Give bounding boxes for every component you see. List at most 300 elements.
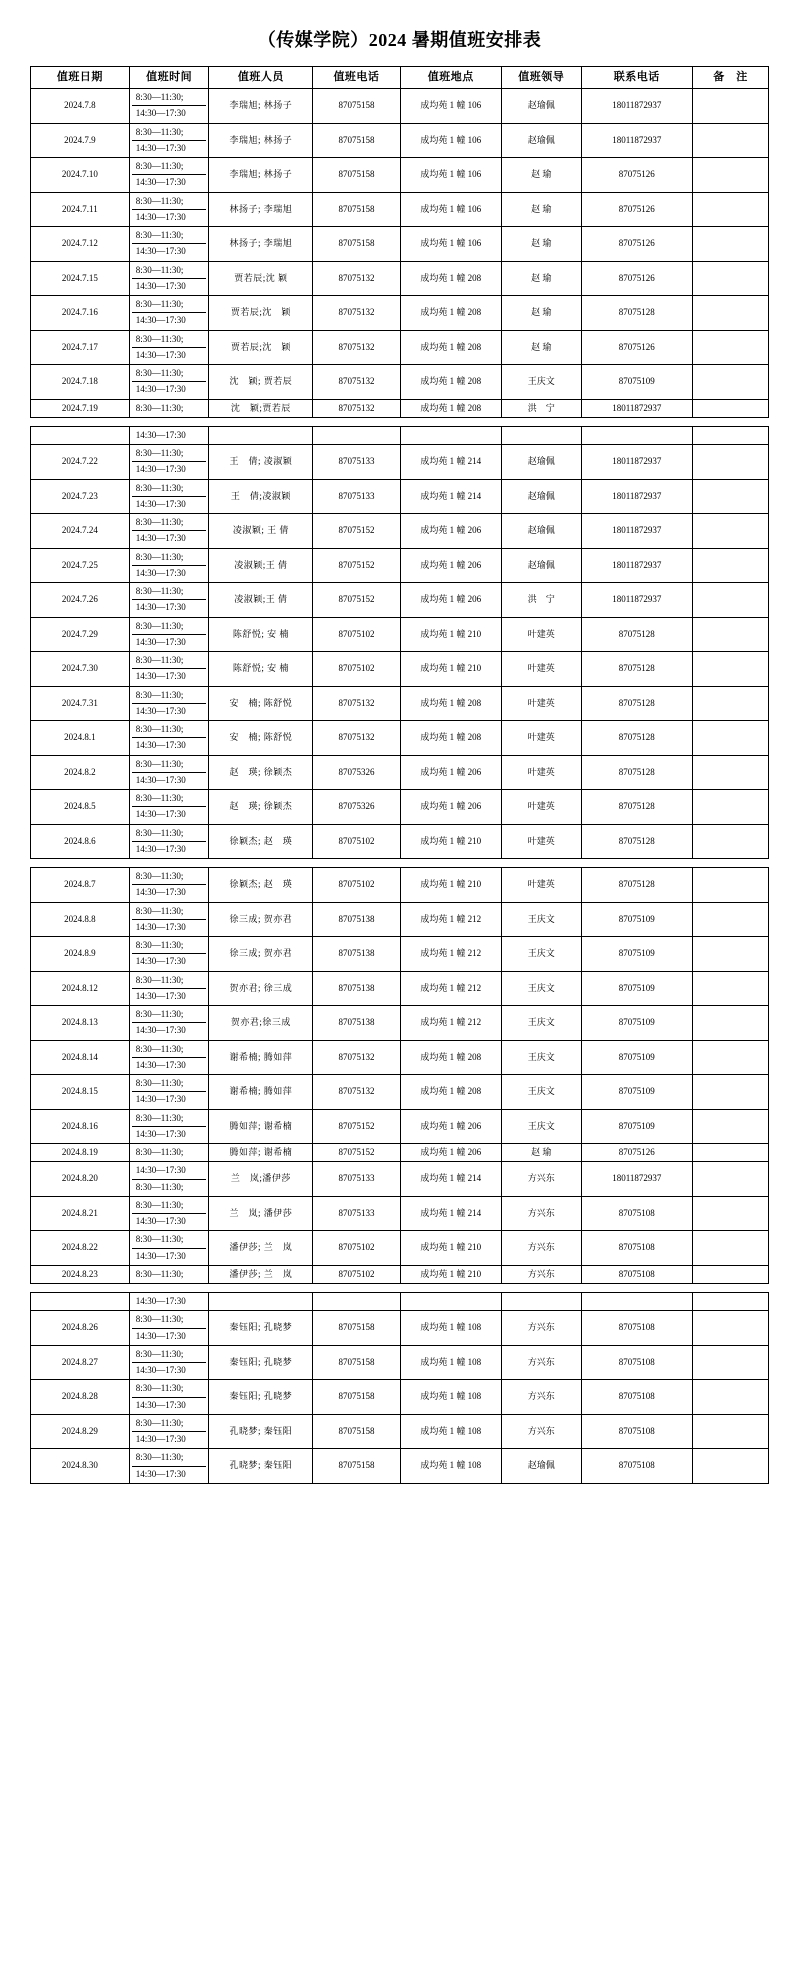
cell-duty-place: 成均苑 1 幢 106: [400, 89, 501, 124]
cell-note: [693, 617, 769, 652]
table-row: [31, 1006, 769, 1041]
cell-duty-phone: 87075133: [313, 1162, 400, 1197]
cell-duty-place: 成均苑 1 幢 106: [400, 123, 501, 158]
cell-duty-person: 王 倩;凌淑颖: [209, 479, 313, 514]
cell-contact-phone: 18011872937: [581, 123, 692, 158]
duty-time-line: 8:30—11:30;: [132, 263, 207, 279]
cell-duty-place: 成均苑 1 幢 206: [400, 548, 501, 583]
cell-duty-place: 成均苑 1 幢 212: [400, 937, 501, 972]
cell-duty-time: [129, 548, 209, 583]
cell-duty-person: 贺亦君;徐三成: [209, 1006, 313, 1041]
cell-duty-date: 2024.8.2: [31, 755, 130, 790]
cell-duty-time: [129, 514, 209, 549]
cell-duty-phone: [313, 1293, 400, 1311]
table-row: [31, 1265, 769, 1283]
cell-contact-phone: 87075108: [581, 1196, 692, 1231]
column-header-leader: 值班领导: [501, 67, 581, 89]
cell-duty-date: 2024.8.14: [31, 1040, 130, 1075]
cell-duty-date: 2024.7.9: [31, 123, 130, 158]
cell-contact-phone: 87075108: [581, 1449, 692, 1484]
cell-duty-date: 2024.8.15: [31, 1075, 130, 1110]
cell-note: [693, 1380, 769, 1415]
cell-duty-time: [129, 1196, 209, 1231]
cell-note: [693, 790, 769, 825]
duty-time-line: 8:30—11:30;: [132, 904, 207, 920]
cell-duty-time: [129, 790, 209, 825]
cell-duty-date: 2024.7.8: [31, 89, 130, 124]
cell-duty-place: 成均苑 1 幢 206: [400, 790, 501, 825]
duty-time-line: 8:30—11:30;: [132, 653, 207, 669]
cell-duty-person: 孔晓梦; 秦钰阳: [209, 1414, 313, 1449]
cell-duty-place: 成均苑 1 幢 206: [400, 514, 501, 549]
cell-note: [693, 158, 769, 193]
table-row: [31, 548, 769, 583]
duty-time-line: 8:30—11:30;: [132, 1450, 207, 1466]
duty-time-line: 8:30—11:30;: [132, 973, 207, 989]
cell-duty-time: [129, 937, 209, 972]
cell-contact-phone: 87075128: [581, 868, 692, 903]
cell-duty-person: [209, 1293, 313, 1311]
cell-duty-phone: 87075102: [313, 868, 400, 903]
cell-note: [693, 1231, 769, 1266]
cell-duty-place: 成均苑 1 幢 106: [400, 192, 501, 227]
cell-duty-date: 2024.7.31: [31, 686, 130, 721]
cell-duty-date: 2024.8.28: [31, 1380, 130, 1415]
table-row: [31, 937, 769, 972]
cell-note: [693, 123, 769, 158]
cell-note: [693, 1265, 769, 1283]
cell-duty-leader: 叶建英: [501, 755, 581, 790]
cell-duty-time: [129, 399, 209, 417]
table-row: [31, 868, 769, 903]
cell-duty-leader: 方兴东: [501, 1231, 581, 1266]
table-row: [31, 1075, 769, 1110]
cell-duty-person: 秦钰阳; 孔晓梦: [209, 1380, 313, 1415]
cell-duty-date: [31, 1293, 130, 1311]
cell-duty-phone: 87075152: [313, 514, 400, 549]
cell-duty-phone: 87075158: [313, 158, 400, 193]
cell-duty-place: 成均苑 1 幢 108: [400, 1311, 501, 1346]
cell-duty-phone: 87075326: [313, 755, 400, 790]
duty-time-line: 8:30—11:30;: [132, 366, 207, 382]
column-header-place: 值班地点: [400, 67, 501, 89]
cell-duty-person: 陈舒悦; 安 楠: [209, 652, 313, 687]
cell-contact-phone: 87075128: [581, 686, 692, 721]
cell-contact-phone: 87075109: [581, 365, 692, 400]
cell-duty-phone: 87075132: [313, 721, 400, 756]
cell-duty-person: 凌淑颖; 王 倩: [209, 514, 313, 549]
cell-note: [693, 426, 769, 444]
cell-duty-leader: 叶建英: [501, 686, 581, 721]
table-row: [31, 227, 769, 262]
cell-note: [693, 1144, 769, 1162]
cell-duty-person: 秦钰阳; 孔晓梦: [209, 1311, 313, 1346]
cell-contact-phone: 87075128: [581, 824, 692, 859]
cell-note: [693, 1449, 769, 1484]
cell-duty-time: [129, 583, 209, 618]
cell-duty-time: [129, 1231, 209, 1266]
duty-time-line: 14:30—17:30: [135, 177, 186, 188]
cell-contact-phone: 87075108: [581, 1380, 692, 1415]
cell-duty-place: [400, 1293, 501, 1311]
duty-time-line: 8:30—11:30;: [132, 688, 207, 704]
cell-duty-leader: 方兴东: [501, 1345, 581, 1380]
cell-contact-phone: [581, 426, 692, 444]
duty-time-line: 8:30—11:30;: [132, 550, 207, 566]
cell-duty-place: 成均苑 1 幢 210: [400, 617, 501, 652]
cell-duty-place: 成均苑 1 幢 106: [400, 227, 501, 262]
duty-time-line: 14:30—17:30: [135, 774, 186, 785]
cell-duty-date: 2024.7.12: [31, 227, 130, 262]
group-spacer-cell: [31, 859, 769, 868]
duty-time-line: 14:30—17:30: [135, 315, 186, 326]
cell-duty-time: [129, 1293, 209, 1311]
cell-duty-person: 李瑞旭; 林扬子: [209, 89, 313, 124]
cell-duty-time: [129, 617, 209, 652]
cell-duty-time: [129, 445, 209, 480]
table-header-row: [31, 67, 769, 89]
duty-time-line: 14:30—17:30: [135, 602, 186, 613]
cell-note: [693, 89, 769, 124]
cell-duty-phone: 87075132: [313, 1075, 400, 1110]
cell-duty-place: 成均苑 1 幢 206: [400, 1144, 501, 1162]
cell-duty-time: [129, 123, 209, 158]
cell-duty-person: 孔晓梦; 秦钰阳: [209, 1449, 313, 1484]
duty-time-line: 14:30—17:30: [135, 1296, 186, 1306]
cell-duty-time: [129, 1006, 209, 1041]
cell-duty-phone: 87075152: [313, 1109, 400, 1144]
duty-time-line: 14:30—17:30: [135, 921, 186, 932]
cell-duty-leader: 赵瑜佩: [501, 548, 581, 583]
table-row: [31, 755, 769, 790]
cell-duty-leader: 王庆文: [501, 1040, 581, 1075]
cell-duty-place: 成均苑 1 幢 212: [400, 902, 501, 937]
cell-duty-time: [129, 721, 209, 756]
duty-time-line: 14:30—17:30: [135, 990, 186, 1001]
cell-contact-phone: 87075108: [581, 1311, 692, 1346]
duty-time-line: 14:30—17:30: [135, 1059, 186, 1070]
duty-time-line: 14:30—17:30: [132, 1163, 207, 1179]
cell-contact-phone: 87075109: [581, 971, 692, 1006]
cell-contact-phone: 18011872937: [581, 399, 692, 417]
duty-time-line: 8:30—11:30;: [132, 1347, 207, 1363]
cell-duty-place: 成均苑 1 幢 208: [400, 1040, 501, 1075]
duty-time-line: 14:30—17:30: [135, 1330, 186, 1341]
cell-duty-person: 徐颖杰; 赵 瑛: [209, 868, 313, 903]
cell-contact-phone: 87075108: [581, 1231, 692, 1266]
cell-contact-phone: 87075108: [581, 1414, 692, 1449]
cell-contact-phone: 87075128: [581, 790, 692, 825]
cell-duty-person: 贾若辰;沈 颖: [209, 261, 313, 296]
cell-duty-date: 2024.7.26: [31, 583, 130, 618]
cell-duty-time: [129, 365, 209, 400]
cell-duty-date: 2024.7.23: [31, 479, 130, 514]
cell-duty-leader: 叶建英: [501, 790, 581, 825]
cell-duty-leader: 洪 宁: [501, 583, 581, 618]
cell-duty-time: [129, 1345, 209, 1380]
table-row: [31, 514, 769, 549]
cell-duty-time: [129, 1414, 209, 1449]
cell-contact-phone: 87075128: [581, 755, 692, 790]
duty-time-line: 8:30—11:30;: [132, 869, 207, 885]
duty-time-line: 8:30—11:30;: [132, 1111, 207, 1127]
cell-duty-person: 赵 瑛; 徐颖杰: [209, 755, 313, 790]
cell-note: [693, 479, 769, 514]
cell-duty-phone: 87075133: [313, 445, 400, 480]
cell-contact-phone: 87075128: [581, 721, 692, 756]
cell-note: [693, 1293, 769, 1311]
duty-time-line: 14:30—17:30: [135, 1250, 186, 1261]
table-row: [31, 583, 769, 618]
cell-contact-phone: 87075109: [581, 1075, 692, 1110]
duty-time-line: 8:30—11:30;: [135, 1268, 184, 1279]
cell-note: [693, 1040, 769, 1075]
cell-contact-phone: 87075126: [581, 192, 692, 227]
cell-duty-leader: 叶建英: [501, 652, 581, 687]
cell-duty-date: 2024.8.23: [31, 1265, 130, 1283]
cell-contact-phone: 87075108: [581, 1265, 692, 1283]
cell-duty-person: 安 楠; 陈舒悦: [209, 721, 313, 756]
cell-note: [693, 1162, 769, 1197]
cell-duty-place: [400, 426, 501, 444]
cell-duty-phone: 87075132: [313, 365, 400, 400]
cell-duty-date: 2024.8.21: [31, 1196, 130, 1231]
duty-time-line: 14:30—17:30: [135, 1216, 186, 1226]
cell-contact-phone: 18011872937: [581, 583, 692, 618]
cell-duty-leader: 赵 瑜: [501, 227, 581, 262]
cell-duty-person: 凌淑颖;王 倩: [209, 548, 313, 583]
cell-note: [693, 721, 769, 756]
cell-duty-person: 谢希楠; 腾如萍: [209, 1040, 313, 1075]
cell-note: [693, 971, 769, 1006]
table-row: [31, 721, 769, 756]
table-row: [31, 1162, 769, 1197]
cell-duty-person: [209, 426, 313, 444]
cell-duty-phone: [313, 426, 400, 444]
duty-time-line: 14:30—17:30: [135, 740, 186, 751]
cell-duty-leader: 洪 宁: [501, 399, 581, 417]
cell-duty-place: 成均苑 1 幢 214: [400, 1196, 501, 1231]
cell-contact-phone: 18011872937: [581, 479, 692, 514]
cell-duty-place: 成均苑 1 幢 208: [400, 365, 501, 400]
cell-duty-leader: 王庆文: [501, 365, 581, 400]
column-header-note: 备 注: [693, 67, 769, 89]
cell-contact-phone: 87075109: [581, 1006, 692, 1041]
cell-contact-phone: 87075126: [581, 227, 692, 262]
cell-duty-place: 成均苑 1 幢 208: [400, 721, 501, 756]
duty-time-line: 14:30—17:30: [135, 280, 186, 291]
cell-duty-leader: 方兴东: [501, 1162, 581, 1197]
cell-duty-time: [129, 1380, 209, 1415]
cell-duty-leader: 赵瑜佩: [501, 514, 581, 549]
duty-time-line: 8:30—11:30;: [135, 1181, 184, 1192]
cell-note: [693, 1075, 769, 1110]
cell-duty-phone: 87075158: [313, 1380, 400, 1415]
duty-time-line: 14:30—17:30: [135, 705, 186, 716]
duty-time-line: 14:30—17:30: [135, 246, 186, 257]
table-row: [31, 261, 769, 296]
cell-duty-person: 沈 颖; 贾若辰: [209, 365, 313, 400]
duty-time-line: 8:30—11:30;: [132, 757, 207, 773]
cell-duty-place: 成均苑 1 幢 208: [400, 1075, 501, 1110]
table-body: [31, 89, 769, 1484]
cell-duty-leader: 赵 瑜: [501, 158, 581, 193]
cell-duty-person: 赵 瑛; 徐颖杰: [209, 790, 313, 825]
cell-duty-leader: 叶建英: [501, 617, 581, 652]
duty-time-line: 14:30—17:30: [135, 1468, 186, 1479]
table-row: [31, 296, 769, 331]
table-row: [31, 1311, 769, 1346]
cell-duty-time: [129, 1265, 209, 1283]
duty-time-line: 14:30—17:30: [135, 843, 186, 854]
cell-duty-phone: 87075158: [313, 1311, 400, 1346]
cell-duty-person: 徐三成; 贺亦君: [209, 937, 313, 972]
duty-time-line: 14:30—17:30: [135, 1025, 186, 1036]
cell-duty-person: 徐三成; 贺亦君: [209, 902, 313, 937]
cell-duty-place: 成均苑 1 幢 208: [400, 296, 501, 331]
cell-duty-time: [129, 426, 209, 444]
cell-contact-phone: 87075109: [581, 902, 692, 937]
cell-duty-time: [129, 1040, 209, 1075]
cell-duty-time: [129, 89, 209, 124]
duty-time-line: 14:30—17:30: [135, 533, 186, 544]
table-row: [31, 824, 769, 859]
cell-duty-place: 成均苑 1 幢 208: [400, 261, 501, 296]
cell-duty-person: 谢希楠; 腾如萍: [209, 1075, 313, 1110]
duty-time-line: 14:30—17:30: [135, 211, 186, 222]
cell-duty-place: 成均苑 1 幢 108: [400, 1345, 501, 1380]
table-row: [31, 1380, 769, 1415]
cell-duty-leader: [501, 1293, 581, 1311]
cell-note: [693, 868, 769, 903]
cell-duty-time: [129, 824, 209, 859]
cell-duty-date: 2024.8.29: [31, 1414, 130, 1449]
cell-duty-date: 2024.8.9: [31, 937, 130, 972]
duty-time-line: 8:30—11:30;: [135, 402, 184, 413]
cell-duty-leader: 方兴东: [501, 1265, 581, 1283]
cell-duty-date: 2024.7.24: [31, 514, 130, 549]
table-row: [31, 123, 769, 158]
cell-note: [693, 445, 769, 480]
cell-note: [693, 686, 769, 721]
cell-duty-person: 安 楠; 陈舒悦: [209, 686, 313, 721]
cell-duty-leader: 王庆文: [501, 1109, 581, 1144]
duty-time-line: 8:30—11:30;: [132, 722, 207, 738]
cell-duty-person: 贺亦君; 徐三成: [209, 971, 313, 1006]
duty-time-line: 8:30—11:30;: [132, 332, 207, 348]
cell-duty-date: 2024.8.7: [31, 868, 130, 903]
cell-note: [693, 514, 769, 549]
cell-duty-person: 林扬子; 李瑞旭: [209, 227, 313, 262]
cell-contact-phone: 87075126: [581, 330, 692, 365]
cell-contact-phone: [581, 1293, 692, 1311]
cell-duty-time: [129, 1311, 209, 1346]
cell-duty-date: 2024.7.30: [31, 652, 130, 687]
cell-contact-phone: 18011872937: [581, 89, 692, 124]
cell-note: [693, 1006, 769, 1041]
table-row: [31, 192, 769, 227]
cell-contact-phone: 18011872937: [581, 1162, 692, 1197]
cell-duty-phone: 87075152: [313, 548, 400, 583]
duty-time-line: 8:30—11:30;: [132, 194, 207, 210]
cell-duty-phone: 87075132: [313, 330, 400, 365]
cell-contact-phone: 87075128: [581, 296, 692, 331]
duty-time-line: 14:30—17:30: [135, 1434, 186, 1444]
cell-duty-time: [129, 330, 209, 365]
cell-duty-leader: 王庆文: [501, 1006, 581, 1041]
duty-time-line: 8:30—11:30;: [132, 619, 207, 635]
cell-note: [693, 652, 769, 687]
table-row: [31, 1293, 769, 1311]
cell-duty-time: [129, 1144, 209, 1162]
cell-contact-phone: 18011872937: [581, 514, 692, 549]
cell-duty-phone: 87075152: [313, 583, 400, 618]
cell-duty-place: 成均苑 1 幢 208: [400, 686, 501, 721]
cell-duty-time: [129, 1449, 209, 1484]
cell-duty-person: 潘伊莎; 兰 岚: [209, 1231, 313, 1266]
cell-duty-phone: 87075138: [313, 1006, 400, 1041]
duty-time-line: 14:30—17:30: [135, 384, 186, 395]
cell-duty-place: 成均苑 1 幢 106: [400, 158, 501, 193]
cell-duty-leader: 赵瑜佩: [501, 89, 581, 124]
cell-duty-date: 2024.7.16: [31, 296, 130, 331]
cell-duty-time: [129, 971, 209, 1006]
cell-duty-leader: 赵 瑜: [501, 296, 581, 331]
cell-duty-time: [129, 1075, 209, 1110]
cell-duty-leader: 赵瑜佩: [501, 1449, 581, 1484]
cell-duty-person: 凌淑颖;王 倩: [209, 583, 313, 618]
cell-duty-phone: 87075158: [313, 227, 400, 262]
table-row: [31, 617, 769, 652]
cell-duty-place: 成均苑 1 幢 206: [400, 1109, 501, 1144]
cell-duty-leader: 叶建英: [501, 824, 581, 859]
cell-duty-phone: 87075158: [313, 1449, 400, 1484]
cell-duty-date: 2024.8.30: [31, 1449, 130, 1484]
duty-time-line: 8:30—11:30;: [132, 228, 207, 244]
cell-duty-place: 成均苑 1 幢 108: [400, 1449, 501, 1484]
cell-duty-place: 成均苑 1 幢 214: [400, 1162, 501, 1197]
table-row: [31, 158, 769, 193]
cell-duty-person: 贾若辰;沈 颖: [209, 330, 313, 365]
cell-duty-date: 2024.8.16: [31, 1109, 130, 1144]
cell-duty-leader: 叶建英: [501, 868, 581, 903]
cell-duty-phone: 87075102: [313, 1231, 400, 1266]
cell-contact-phone: 87075128: [581, 617, 692, 652]
duty-time-line: 14:30—17:30: [135, 636, 186, 647]
cell-duty-time: [129, 158, 209, 193]
cell-duty-place: 成均苑 1 幢 208: [400, 330, 501, 365]
cell-duty-phone: 87075158: [313, 123, 400, 158]
cell-duty-phone: 87075133: [313, 1196, 400, 1231]
column-header-date: 值班日期: [31, 67, 130, 89]
cell-duty-date: 2024.7.29: [31, 617, 130, 652]
cell-duty-date: 2024.7.22: [31, 445, 130, 480]
table-row: [31, 1345, 769, 1380]
duty-time-line: 14:30—17:30: [135, 809, 186, 820]
duty-time-line: 14:30—17:30: [135, 1365, 186, 1375]
cell-duty-place: 成均苑 1 幢 206: [400, 583, 501, 618]
cell-note: [693, 824, 769, 859]
cell-note: [693, 330, 769, 365]
group-spacer-cell: [31, 1284, 769, 1293]
column-header-person: 值班人员: [209, 67, 313, 89]
table-header: [31, 67, 769, 89]
cell-duty-phone: 87075132: [313, 399, 400, 417]
cell-duty-leader: 叶建英: [501, 721, 581, 756]
cell-duty-date: 2024.7.11: [31, 192, 130, 227]
cell-duty-date: 2024.7.10: [31, 158, 130, 193]
cell-note: [693, 583, 769, 618]
